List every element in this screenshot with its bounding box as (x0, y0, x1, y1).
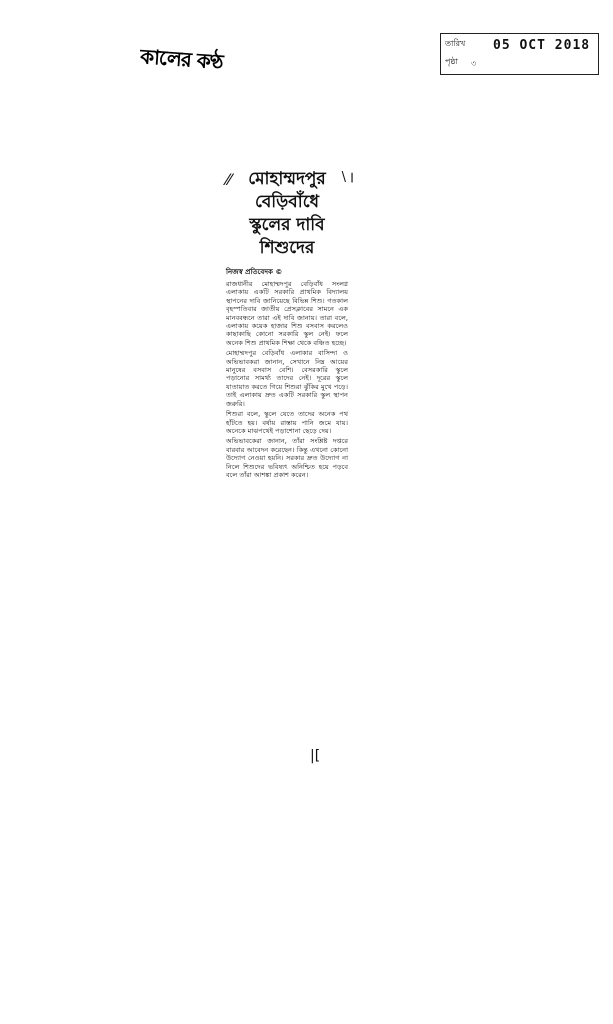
stamp-page-number: ৩ (471, 59, 479, 68)
stamp-date-label: তারিখ (445, 39, 466, 48)
headline-line: মোহাম্মদপুর (248, 169, 326, 189)
stamp-page-label: পৃষ্ঠা (445, 57, 458, 66)
article-paragraph: মোহাম্মদপুর বেড়িবাঁধ এলাকার বাসিন্দা ও অভিভাবকরা জানান, সেখানে নিম্ন আয়ের মানুষের বসবাস বেশি। বেসরকারি স্কুলে পড়ানোর সামর্থ্য তাদের নেই। দূরের স্কুলে যাতায়াত করতে গিয়ে শিশুরা ঝুঁকির মুখে পড়ে। তাই এলাকায় দ্রুত একটি সরকারি স্কুল স্থাপন জরুরি। (226, 349, 348, 408)
article-body (226, 280, 348, 479)
article-headline (226, 168, 348, 260)
pen-end-mark: |[ (310, 748, 321, 764)
pen-mark: ⁄⁄ (226, 170, 232, 189)
headline-line: স্কুলের দাবি (249, 215, 325, 235)
headline-line: বেড়িবাঁধে (254, 192, 320, 212)
newspaper-masthead: কালের কণ্ঠ (139, 44, 224, 74)
headline-line: শিশুদের (259, 238, 315, 258)
article-paragraph: অভিভাবকেরা জানান, তাঁরা সংশ্লিষ্ট দপ্তরে বারবার আবেদন করেছেন। কিন্তু এখনো কোনো উদ্যোগ নেওয়া হয়নি। সরকার দ্রুত উদ্যোগ না নিলে শিশুদের ভবিষ্যৎ অনিশ্চিত হয়ে পড়বে বলে তাঁরা আশঙ্কা প্রকাশ করেন। (226, 437, 348, 479)
news-article (226, 168, 354, 479)
stamp-date: 05 OCT 2018 (493, 38, 591, 53)
pen-tick-mark: \ ׀ (341, 170, 354, 185)
article-paragraph: শিশুরা বলে, স্কুলে যেতে তাদের অনেক পথ হাঁটতে হয়। বর্ষায় রাস্তায় পানি জমে যায়। অনেকে মাঝপথেই পড়াশোনা ছেড়ে দেয়। (226, 410, 348, 435)
date-stamp (440, 33, 599, 75)
article-paragraph: রাজধানীর মোহাম্মদপুর বেড়িবাঁধ সংলগ্ন এলাকায় একটি সরকারি প্রাথমিক বিদ্যালয় স্থাপনের দাবি জানিয়েছে বিভিন্ন শিশু। গতকাল বৃহস্পতিবার জাতীয় প্রেসক্লাবের সামনে এক মানববন্ধনে তারা এই দাবি জানায়। তারা বলে, এলাকায় কয়েক হাজার শিশু বসবাস করলেও কাছাকাছি কোনো সরকারি স্কুল নেই। ফলে অনেক শিশু প্রাথমিক শিক্ষা থেকে বঞ্চিত হচ্ছে। (226, 280, 348, 347)
article-byline: নিজস্ব প্রতিবেদক © (226, 268, 283, 276)
